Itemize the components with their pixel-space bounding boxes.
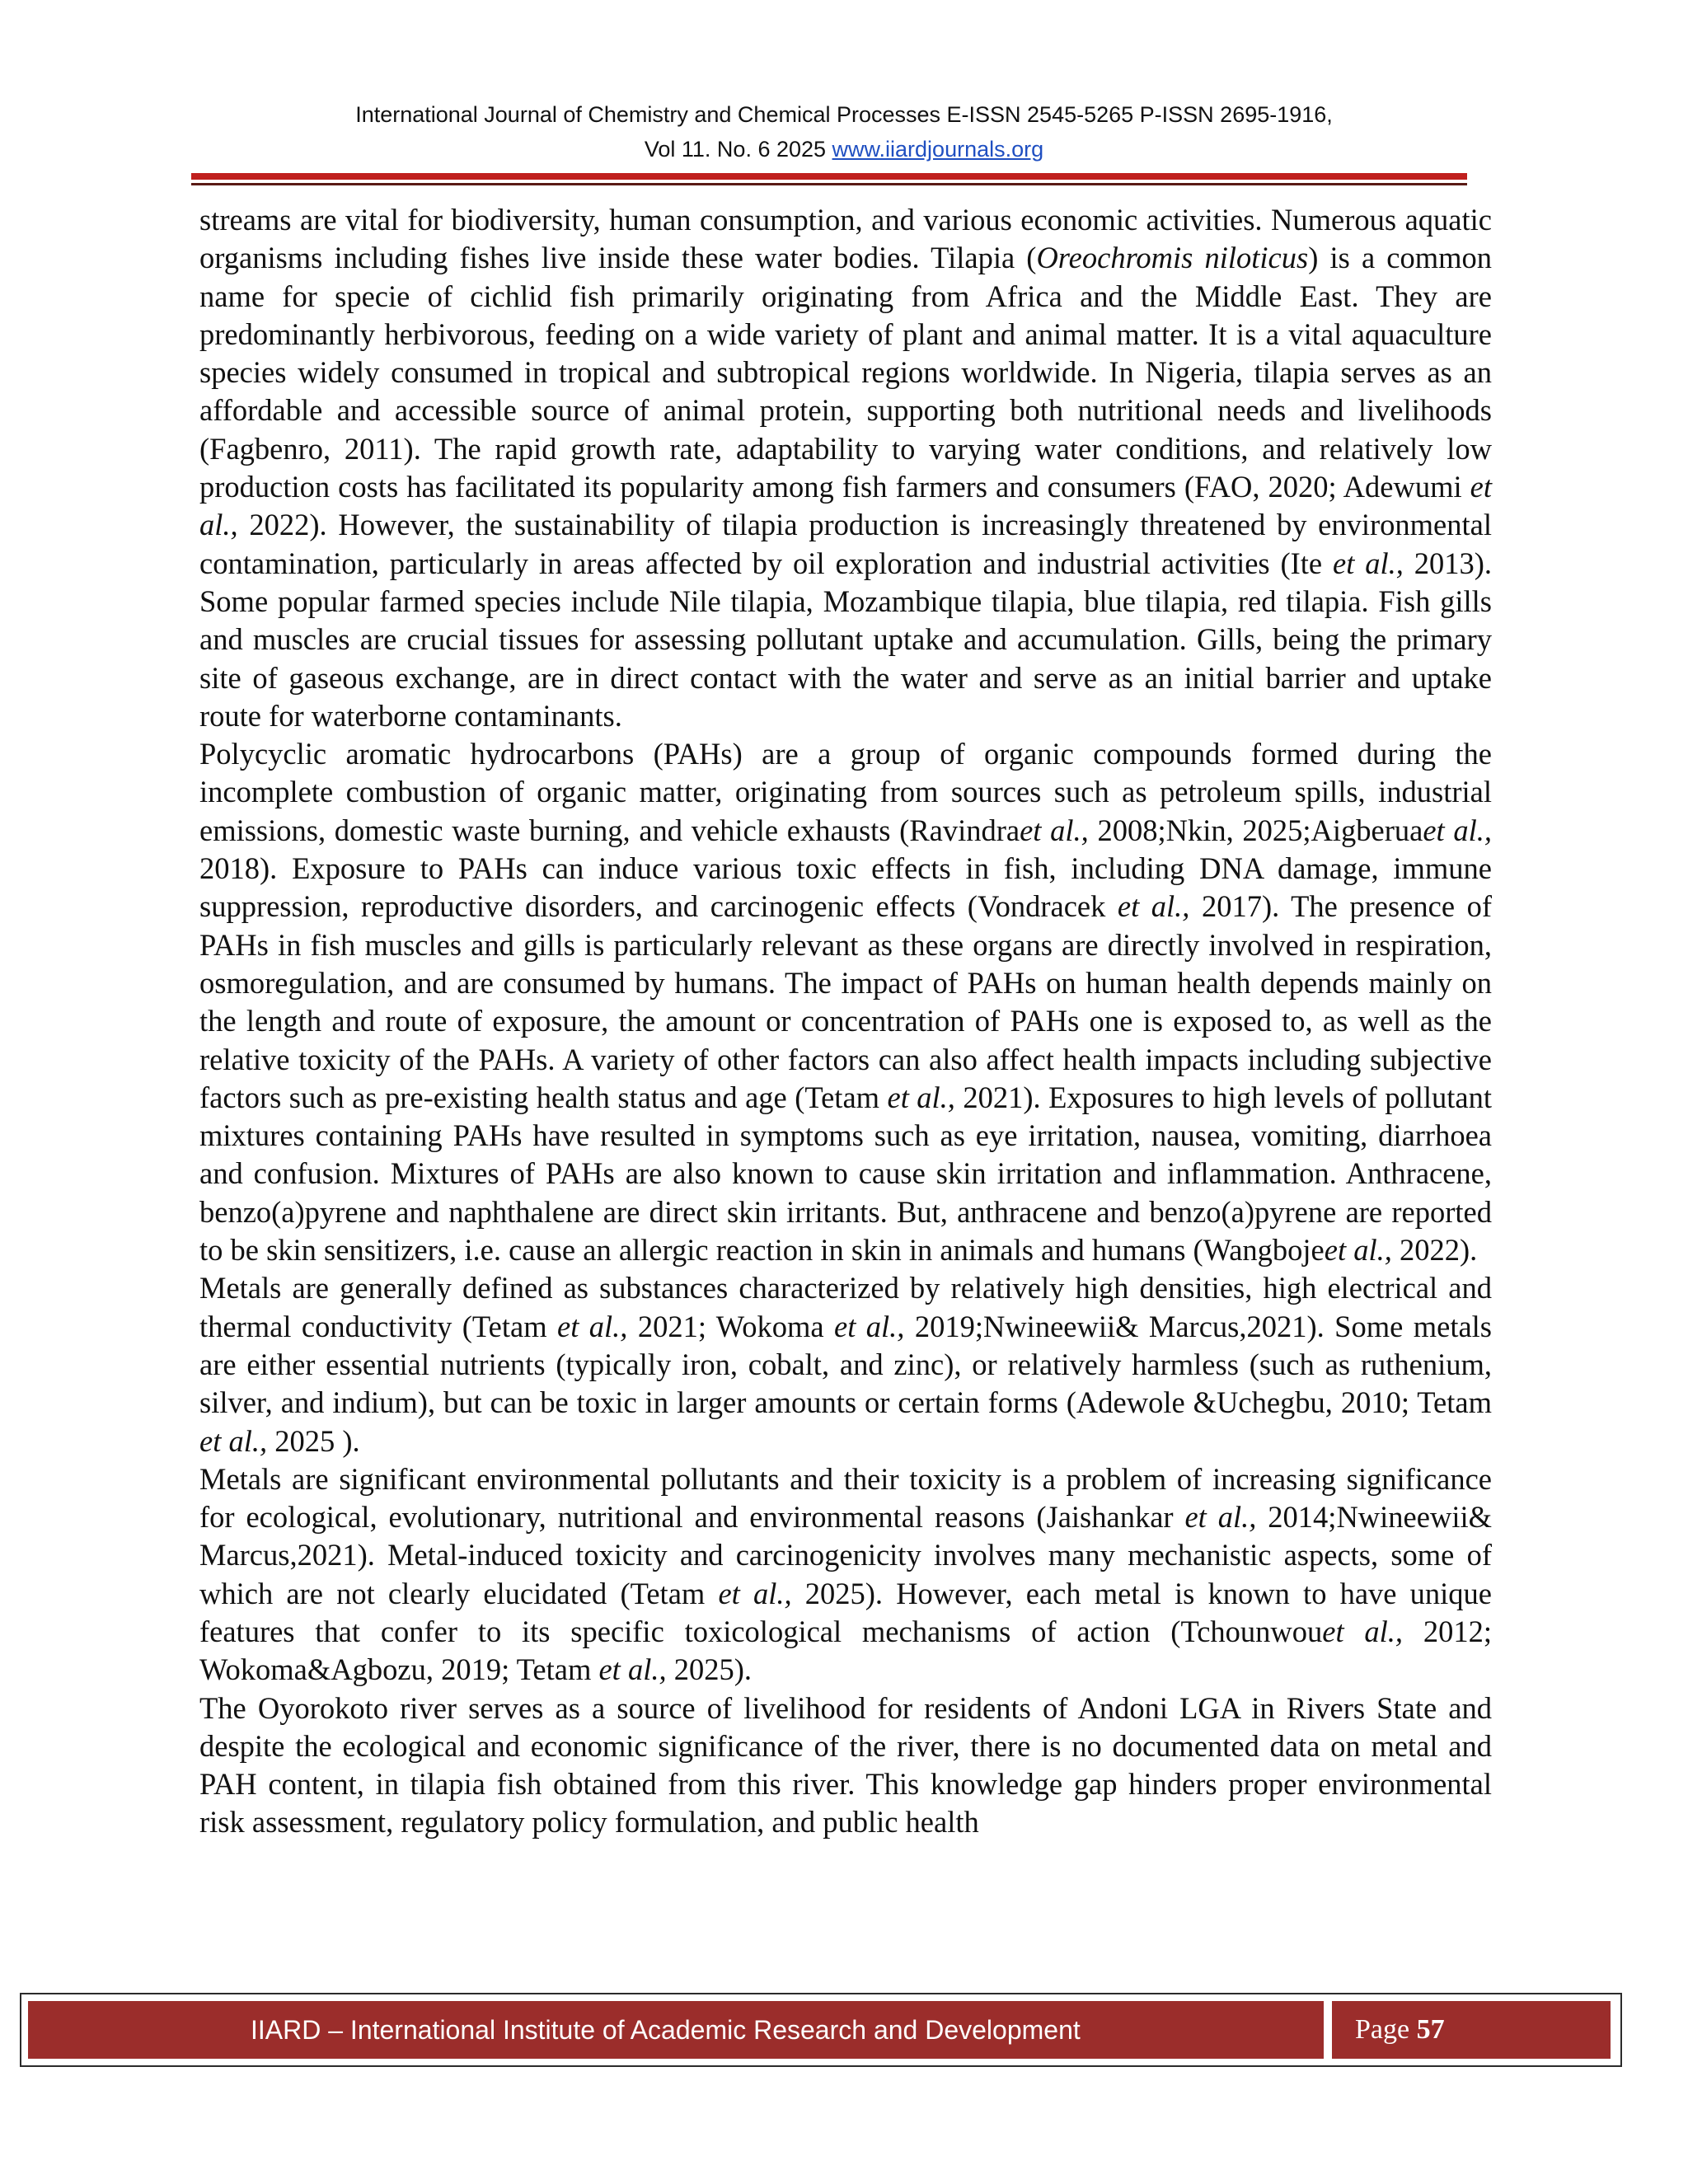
text-run: 2022). However, the sustainability of tilapia production is increasingly threatened by environmental contamination, particularly in areas affected by oil exploration and industrial activities (Ite [199,508,1492,580]
journal-volume-line [0,132,1688,166]
text-run: 2013). Some popular farmed species include Nile tilapia, Mozambique tilapia, blue tilapia, red tilapia. Fish gills and muscles are crucial tissues for assessing pollutant uptake and accumulation. Gills, being the primary site of gaseous exchange, are in direct contact with the water and serve as an initial barrier and uptake route for waterborne contaminants. [199,546,1493,733]
journal-title-line: International Journal of Chemistry and Chemical Processes E-ISSN 2545-5265 P-ISSN 2695-1916, [355,102,1333,127]
text-run: Polycyclic aromatic hydrocarbons (PAHs) are a group of organic compounds formed during the incomplete combustion of organic matter, originating from sources such as petroleum spills, industrial emissions, domestic waste burning, and vehicle exhausts (Ravindra [199,737,1492,847]
italic-run: et al., [1333,546,1404,580]
header-rule-dark [191,183,1467,185]
text-run: 2025). However, each metal is known to have unique features that confer to its specific toxicological mechanisms of action (Tchounwou [199,1576,1492,1648]
footer-organization: IIARD – International Institute of Academic Research and Development [251,2014,1081,2045]
italic-run: Oreochromis niloticus [1036,241,1309,275]
text-run: The Oyorokoto river serves as a source of livelihood for residents of Andoni LGA in Rivers State and despite the ecological and economic significance of the river, there is no documented data on metal and PAH content, in tilapia fish obtained from this river. This knowledge gap hinders proper environmental risk assessment, regulatory policy formulation, and public health [199,1690,1492,1840]
volume-text: Vol 11. No. 6 2025 [644,137,832,162]
text-run: 2014;Nwineewii& Marcus,2021). Metal-induced toxicity and carcinogenicity involves many mechanistic aspects, some of which are not clearly elucidated (Tetam [199,1500,1492,1610]
running-header [0,97,1688,166]
body-paragraph [199,201,1492,735]
italic-run: et al., [887,1080,955,1114]
italic-run: et al., [557,1309,628,1343]
header-rule-red [191,173,1467,180]
page-label: Page [1355,2014,1417,2045]
footer-page-band [1332,2001,1611,2059]
page-footer [20,1993,1622,2067]
text-run: 2019;Nwineewii& Marcus,2021). Some metals are either essential nutrients (typically iron, cobalt, and zinc), or relatively harmless (such as ruthenium, silver, and indium), but can be toxic in larger amounts or certain forms (Adewole &Uchegbu, 2010; Tetam [199,1309,1493,1420]
text-run: 2012; Wokoma&Agbozu, 2019; Tetam [199,1614,1492,1687]
italic-run: et al., [1324,1233,1392,1268]
italic-run: et al., [199,470,1492,542]
text-run: 2017). The presence of PAHs in fish muscles and gills is particularly relevant as these organs are directly involved in respiration, osmoregulation, and are consumed by humans. The impact of PAHs on human health depends mainly on the length and route of exposure, the amount or concentration of PAHs one is exposed to, as well as the relative toxicity of the PAHs. A variety of other factors can also affect health impacts including subjective factors such as pre-existing health status and age (Tetam [199,889,1493,1114]
body-paragraph [199,1690,1492,1842]
text-run: 2022). [1391,1233,1478,1268]
journal-website-link[interactable]: www.iiardjournals.org [832,137,1044,162]
text-run: streams are vital for biodiversity, human consumption, and various economic activities. Numerous aquatic organisms including fishes live inside these water bodies. Tilapia ( [199,203,1492,275]
text-run: 2021; Wokoma [627,1309,834,1343]
body-paragraph [199,1269,1492,1460]
italic-run: et al., [1184,1500,1257,1535]
italic-run: et al., [598,1652,667,1687]
text-run: 2025 ). [267,1423,360,1458]
text-run: 2018). Exposure to PAHs can induce various toxic effects in fish, including DNA damage, immune suppression, reproductive disorders, and carcinogenic effects (Vondracek [199,851,1492,924]
text-run: 2021). Exposures to high levels of pollutant mixtures containing PAHs have resulted in symptoms such as eye irritation, nausea, vomiting, diarrhoea and confusion. Mixtures of PAHs are also known to cause skin irritation and inflammation. Anthracene, benzo(a)pyrene and naphthalene are direct skin irritants. But, anthracene and benzo(a)pyrene are reported to be skin sensitizers, i.e. cause an allergic reaction in skin in animals and humans (Wangboje [199,1080,1492,1268]
text-run: 2025). [666,1652,752,1687]
italic-run: et al., [1423,813,1492,847]
italic-run: et al., [718,1576,792,1610]
article-body [199,201,1492,1842]
footer-org-band [28,2001,1324,2059]
text-run: 2008;Nkin, 2025;Aigberua [1088,813,1423,847]
italic-run: et al., [1322,1614,1404,1648]
text-run: Metals are generally defined as substances characterized by relatively high densities, high electrical and thermal conductivity (Tetam [199,1271,1492,1343]
italic-run: et al., [834,1309,905,1343]
text-run: Metals are significant environmental pollutants and their toxicity is a problem of increasing significance for ecological, evolutionary, nutritional and environmental reasons (Jaishankar [199,1461,1492,1535]
body-paragraph [199,1460,1492,1690]
italic-run: et al., [1020,813,1089,847]
text-run: ) is a common name for specie of cichlid fish primarily originating from Africa and the Middle East. They are predominantly herbivorous, feeding on a wide variety of plant and animal matter. It is a vital aquaculture species widely consumed in tropical and subtropical regions worldwide. In Nigeria, tilapia serves as an affordable and accessible source of animal protein, supporting both nutritional needs and livelihoods (Fagbenro, 2011). The rapid growth rate, adaptability to varying water conditions, and relatively low production costs has facilitated its popularity among fish farmers and consumers (FAO, 2020; Adewumi [199,241,1493,504]
page-number-value: 57 [1416,2014,1445,2045]
page-number [1332,2014,1445,2046]
italic-run: et al., [199,1423,268,1458]
body-paragraph [199,735,1492,1269]
italic-run: et al., [1117,889,1190,924]
